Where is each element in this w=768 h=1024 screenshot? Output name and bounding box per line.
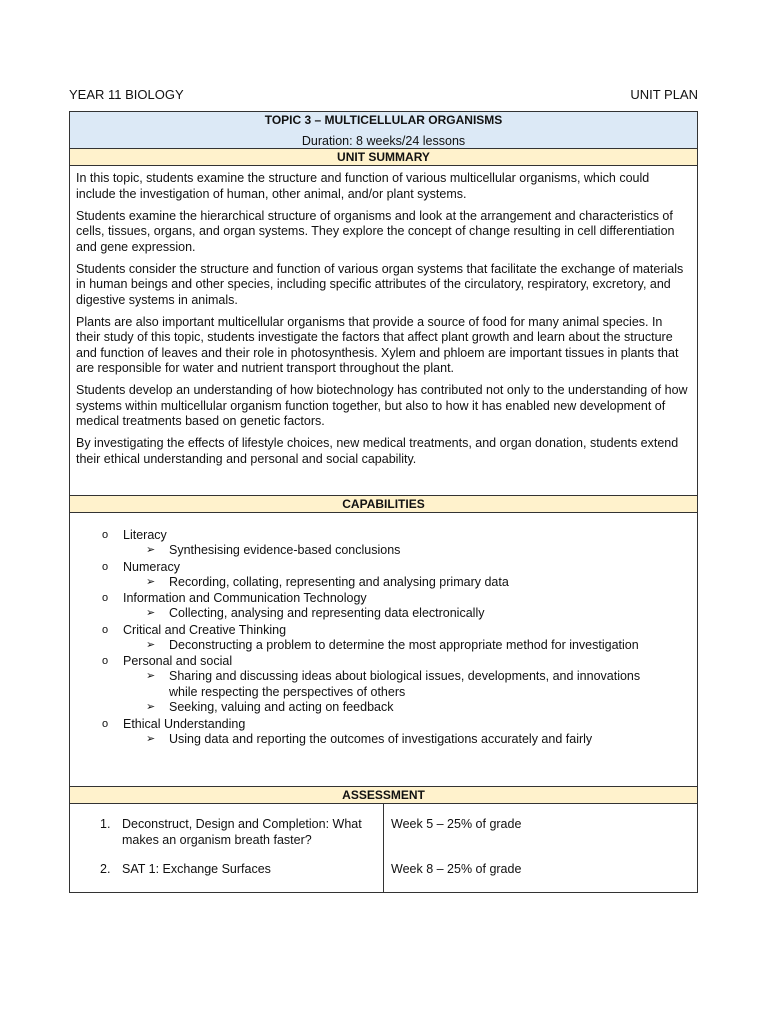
circle-bullet-icon: o	[102, 560, 109, 573]
assessment-task	[70, 862, 383, 878]
capabilities-heading: CAPABILITIES	[70, 495, 697, 513]
capability-subitem-text: Recording, collating, representing and analysing primary data	[169, 574, 509, 589]
circle-bullet-icon: o	[102, 717, 109, 730]
topic-title: TOPIC 3 – MULTICELLULAR ORGANISMS	[264, 113, 503, 127]
assessment-task-text: SAT 1: Exchange Surfaces	[122, 862, 271, 876]
unit-summary	[70, 166, 697, 495]
capability-subitem-text: Seeking, valuing and acting on feedback	[169, 700, 394, 714]
circle-bullet-icon: o	[102, 529, 109, 541]
assessment-number: 2.	[100, 862, 111, 876]
page-header	[69, 87, 698, 105]
capability-subitem	[70, 606, 697, 622]
capability-subitem-text: Using data and reporting the outcomes of investigations accurately and fairly	[169, 731, 593, 746]
arrow-bullet-icon: ➢	[146, 544, 156, 556]
circle-bullet-icon: o	[102, 623, 109, 636]
capability-subitem-text: Synthesising evidence-based conclusions	[169, 543, 401, 557]
capability-label: Numeracy	[123, 559, 180, 574]
arrow-bullet-icon: ➢	[146, 732, 156, 745]
assessment-task-text: Deconstruct, Design and Completion: What makes an organism breath faster?	[122, 817, 362, 847]
capability-subitem	[70, 575, 697, 591]
capability-subitem	[70, 669, 697, 700]
summary-paragraph: Students develop an understanding of how biotechnology has contributed not only to the understanding of how systems within multicellular organism function together, but also to how it has enabled new development of medical treatments based on genetic factors.	[76, 383, 688, 428]
summary-paragraph: In this topic, students examine the structure and function of various multicellular organisms, which could include the investigation of human, other animal, and/or plant systems.	[76, 171, 650, 201]
topic-duration: Duration: 8 weeks/24 lessons	[301, 134, 466, 148]
capability-subitem-text: Sharing and discussing ideas about biological issues, developments, and innovations while respecting the perspectives of others	[169, 669, 641, 699]
capability-label: Information and Communication Technology	[123, 591, 367, 605]
assessment-tasks-column	[70, 804, 384, 892]
capability-item	[70, 590, 697, 606]
capability-label: Literacy	[123, 528, 167, 542]
arrow-bullet-icon: ➢	[146, 607, 156, 619]
summary-paragraph: Plants are also important multicellular organisms that provide a source of food for many animal species. In their study of this topic, students investigate the factors that affect plant growth and learn about the structure and function of leaves and their role in photosynthesis. Xylem and phloem are important tissues in plants that are responsible for water and nutrient transport throughout the plant.	[76, 314, 679, 375]
assessment-grade: Week 5 – 25% of grade	[391, 817, 522, 831]
capability-item	[70, 622, 697, 638]
assessment-number: 1.	[100, 817, 111, 831]
assessment-task	[70, 817, 383, 848]
summary-paragraph: Students consider the structure and function of various organ systems that facilitate the exchange of materials in human beings and other species, including specific attributes of the circulatory, respiratory, excretory, and digestive systems in animals.	[76, 261, 684, 307]
capability-subitem	[70, 638, 697, 654]
capability-subitem	[70, 700, 697, 716]
capability-item	[70, 653, 697, 669]
capability-subitem-text: Deconstructing a problem to determine the most appropriate method for investigation	[169, 637, 639, 652]
capabilities-list	[70, 513, 697, 786]
capability-item	[70, 559, 697, 575]
document-type: UNIT PLAN	[630, 87, 698, 102]
unit-summary-heading: UNIT SUMMARY	[70, 149, 697, 166]
summary-paragraph: Students examine the hierarchical structure of organisms and look at the arrangement and characteristics of cells, tissues, organs, and organ systems. They explore the concept of change resulting in cell differentiation and gene expression.	[76, 208, 675, 254]
circle-bullet-icon: o	[102, 655, 109, 667]
capability-label: Critical and Creative Thinking	[123, 622, 287, 637]
arrow-bullet-icon: ➢	[146, 701, 156, 713]
circle-bullet-icon: o	[102, 592, 109, 604]
capability-subitem	[70, 732, 697, 748]
topic-header	[70, 112, 697, 149]
assessment-table	[70, 804, 697, 892]
course-title: YEAR 11 BIOLOGY	[69, 87, 184, 102]
arrow-bullet-icon: ➢	[146, 575, 156, 588]
assessment-grades-column	[384, 804, 697, 892]
capability-subitem-text: Collecting, analysing and representing data electronically	[169, 606, 485, 620]
assessment-grade: Week 8 – 25% of grade	[391, 861, 522, 876]
capability-item	[70, 527, 697, 543]
assessment-heading: ASSESSMENT	[70, 786, 697, 804]
unit-plan-table	[69, 111, 698, 893]
arrow-bullet-icon: ➢	[146, 638, 156, 651]
capability-item	[70, 716, 697, 732]
arrow-bullet-icon: ➢	[146, 670, 156, 682]
summary-paragraph: By investigating the effects of lifestyle choices, new medical treatments, and organ donation, students extend their ethical understanding and personal and social capability.	[76, 436, 679, 466]
capability-label: Personal and social	[123, 654, 233, 668]
capability-subitem	[70, 543, 697, 559]
capability-label: Ethical Understanding	[123, 716, 246, 731]
